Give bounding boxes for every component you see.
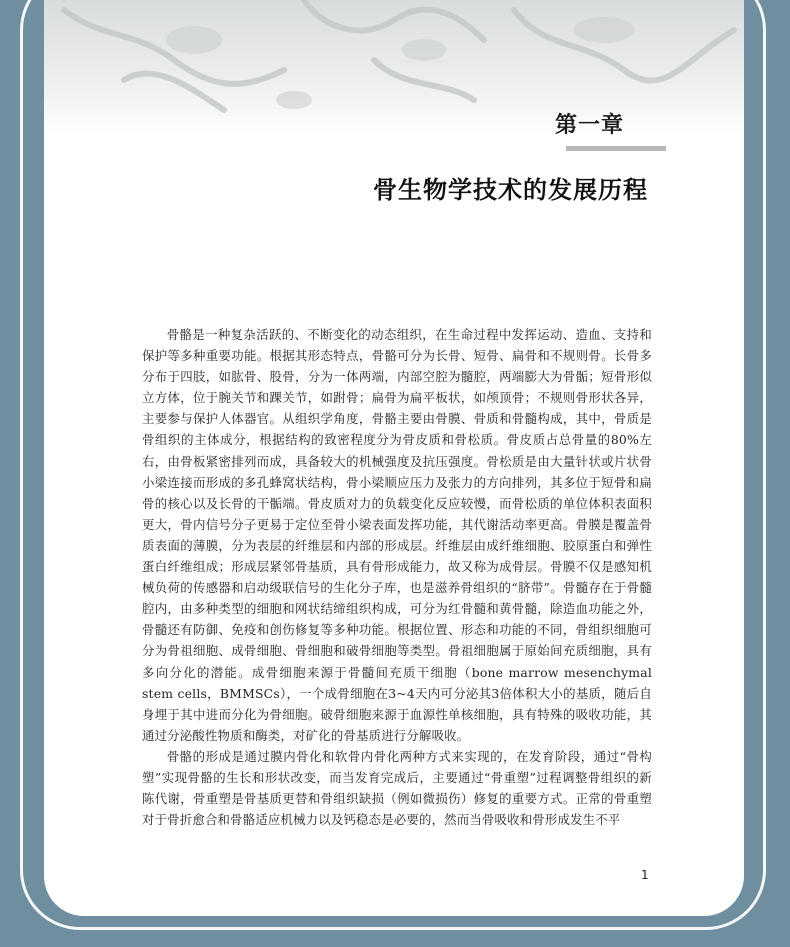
chapter-label: 第一章 <box>554 113 624 138</box>
body-text <box>142 324 652 830</box>
chapter-underline <box>566 146 666 151</box>
page-number: 1 <box>641 868 649 882</box>
bone-texture-illustration <box>44 0 744 140</box>
paragraph: 骨骼的形成是通过膜内骨化和软骨内骨化两种方式来实现的，在发育阶段，通过“骨构塑”实现骨骼的生长和形状改变，而当发育完成后，主要通过“骨重塑”过程调整骨组织的新陈代谢，骨重塑是骨基质更替和骨组织缺损（例如微损伤）修复的重要方式。正常的骨重塑对于骨折愈合和骨骼适应机械力以及钙稳态是必要的，然而当骨吸收和骨形成发生不平 <box>142 748 652 828</box>
chapter-title: 骨生物学技术的发展历程 <box>373 176 648 204</box>
book-page <box>44 0 744 916</box>
bone-texture-header-image <box>44 0 744 140</box>
paragraph: 骨骼是一种复杂活跃的、不断变化的动态组织，在生命过程中发挥运动、造血、支持和保护等多种重要功能。根据其形态特点，骨骼可分为长骨、短骨、扁骨和不规则骨。长骨多分布于四肢，如肱骨、股骨，分为一体两端，内部空腔为髓腔，两端膨大为骨骺；短骨形似立方体，位于腕关节和踝关节，如跗骨；扁骨为扁平板状，如颅顶骨；不规则骨形状各异，主要参与保护人体器官。从组织学角度，骨骼主要由骨膜、骨质和骨髓构成，其中，骨质是骨组织的主体成分，根据结构的致密程度分为骨皮质和骨松质。骨皮质占总骨量的80%左右，由骨板紧密排列而成，具备较大的机械强度及抗压强度。骨松质是由大量针状或片状骨小梁连接而形成的多孔蜂窝状结构，骨小梁顺应压力及张力的方向排列，其多位于短骨和扁骨的核心以及长骨的干骺端。骨皮质对力的负载变化反应较慢，而骨松质的单位体积表面积更大，骨内信号分子更易于定位至骨小梁表面发挥功能，其代谢活动率更高。骨膜是覆盖骨质表面的薄膜，分为表层的纤维层和内部的形成层。纤维层由成纤维细胞、胶原蛋白和弹性蛋白纤维组成；形成层紧邻骨基质，具有骨形成能力，故又称为成骨层。骨膜不仅是感知机械负荷的传感器和启动级联信号的生化分子库，也是滋养骨组织的“脐带”。骨髓存在于骨髓腔内，由多种类型的细胞和网状结缔组织构成，可分为红骨髓和黄骨髓，除造血功能之外，骨髓还有防御、免疫和创伤修复等多种功能。根据位置、形态和功能的不同，骨组织细胞可分为骨祖细胞、成骨细胞、骨细胞和破骨细胞等类型。骨祖细胞属于原始间充质细胞，具有多向分化的潜能。成骨细胞来源于骨髓间充质干细胞（bone marrow mesenchymal stem cells，BMMSCs），一个成骨细胞在3~4天内可分泌其3倍体积大小的基质，随后自身埋于其中进而分化为骨细胞。破骨细胞来源于血源性单核细胞，具有特殊的吸收功能，其通过分泌酸性物质和酶类，对矿化的骨基质进行分解吸收。 <box>142 327 652 743</box>
